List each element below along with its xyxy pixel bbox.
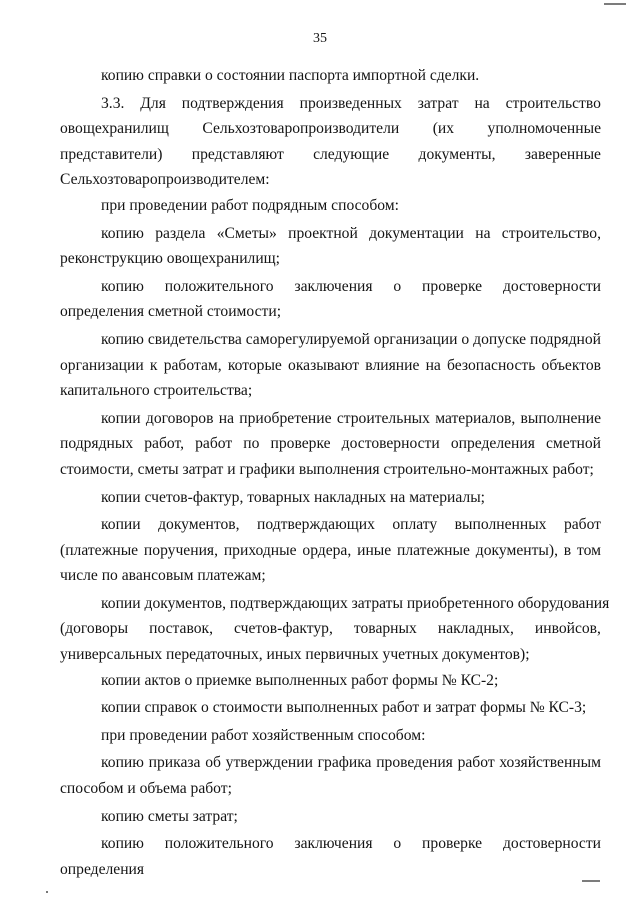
paragraph: копии счетов-фактур, товарных накладных на материалы; [101,488,486,506]
paragraph: при проведении работ подрядным способом: [101,196,399,214]
paragraph: копию свидетельства саморегулируемой организации о допуске подрядной организации к работам, которые оказывают влияние на безопасность объектов капитального строительства; [60,330,601,400]
paragraph: копию положительного заключения о проверке достоверности определения [60,835,601,878]
word: на [474,94,490,112]
text-line: Сельхозтоваропроизводителем: [60,171,270,189]
paragraph: копию приказа об утверждении графика проведения работ хозяйственным способом и объема работ; [60,754,601,798]
word: уполномоченные [487,120,601,138]
word: затрат [417,94,459,112]
text-line: копии документов, подтверждающих затраты приобретенного оборудования [101,594,610,612]
paragraph: копию справки о состоянии паспорта импортной сделки. [101,67,480,84]
text-line [60,142,601,168]
word: подтверждения [181,94,284,112]
paragraph: копии справок о стоимости выполненных работ и затрат формы № КС-3; [101,699,587,717]
paragraph [60,591,610,668]
word: произведенных [299,94,402,112]
word: поставок, [149,620,213,638]
paragraph: копии договоров на приобретение строительных материалов, выполнение подрядных работ, работ по проверке достоверности определения сметной стоимости, сметы затрат и графики выполнения строительно-монтажных работ; [60,409,601,478]
word: документы, [418,145,496,163]
paragraph: копии документов, подтверждающих оплату выполненных работ (платежные поручения, приходные ордера, иные платежные документы), в том числе по авансовым платежам; [60,516,601,585]
word: (договоры [60,620,129,638]
text-line: универсальных передаточных, иных первичных учетных документов); [60,646,530,664]
word: инвойсов, [534,620,601,638]
word: счетов-фактур, [234,620,333,638]
page-number: 35 [313,31,327,46]
word: Для [140,94,166,112]
paragraph: копии актов о приемке выполненных работ формы № КС-2; [101,671,499,689]
word: следующие [313,145,390,163]
text-line [60,616,601,642]
word: (их [432,120,455,138]
paragraph: копию сметы затрат; [101,807,238,825]
paragraph [60,91,601,193]
word: строительство [505,94,601,112]
word: 3.3. [101,94,125,112]
document-body [60,61,610,882]
word: овощехранилищ [60,120,169,138]
paragraph: копию положительного заключения о проверке достоверности определения сметной стоимости; [60,277,601,321]
word: накладных, [437,620,514,638]
scan-mark [604,3,626,5]
paragraph: при проведении работ хозяйственным способом: [101,726,426,744]
paragraph: копию раздела «Сметы» проектной документации на строительство, реконструкцию овощехранилищ; [60,224,601,268]
word: Сельхозтоваропроизводители [202,120,400,138]
word: заверенные [524,145,601,163]
text-line [60,116,601,142]
word: представители) [60,145,163,163]
word: товарных [353,620,417,638]
text-line [60,91,601,117]
word: представляют [191,145,284,163]
scan-mark [46,891,48,893]
